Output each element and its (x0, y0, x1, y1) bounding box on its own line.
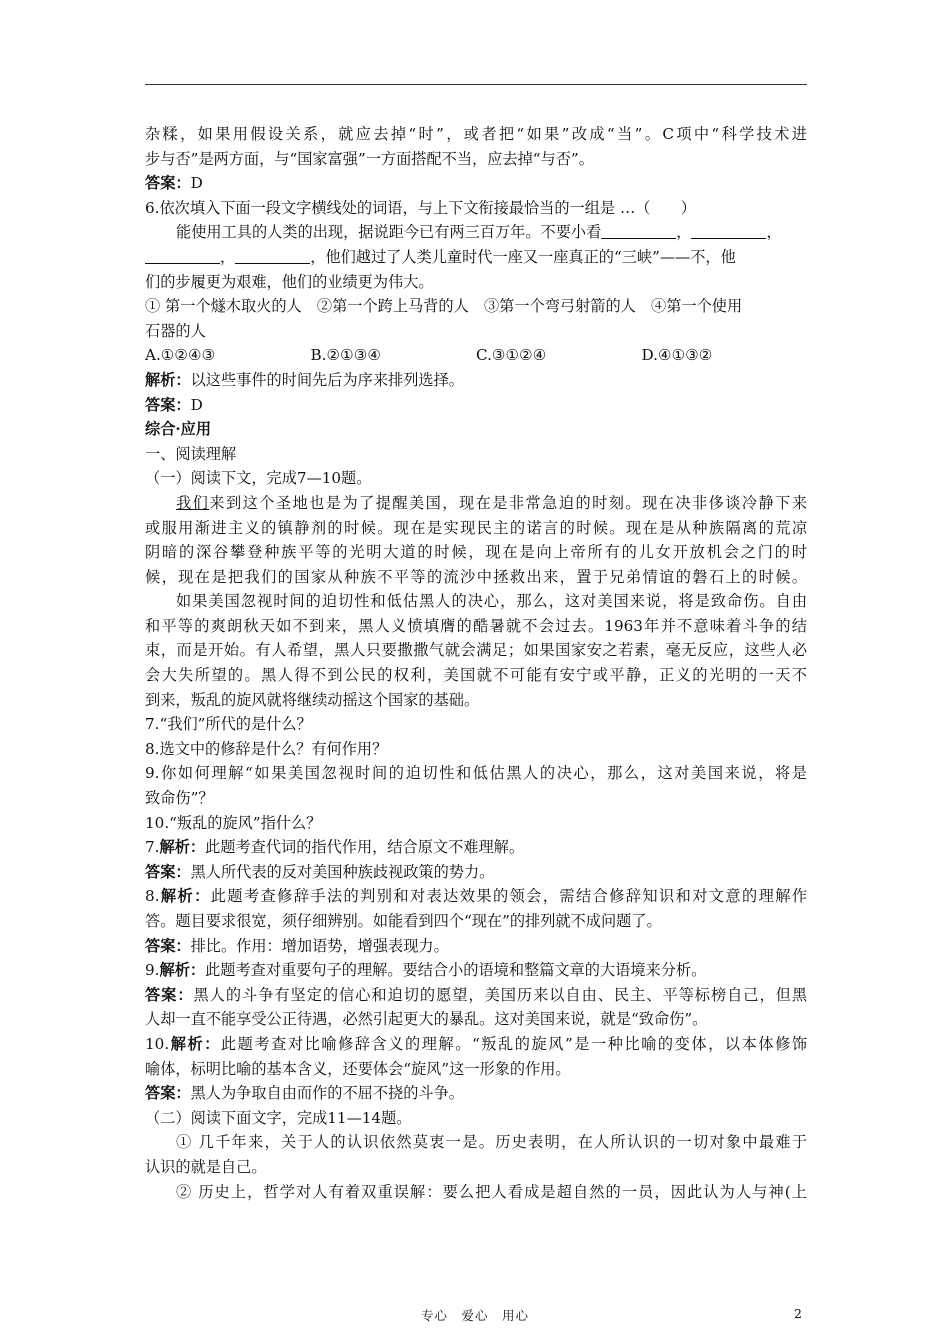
passage-text: ，他们越过了人类儿童时代一座又一座真正的“三峡”——不，他 (310, 247, 736, 266)
section-heading: 综合·应用 (145, 420, 212, 439)
analysis-label: 解析： (145, 370, 191, 389)
option-c: C.③①②④ (476, 346, 547, 365)
question-9: 致命伤”？ (145, 789, 214, 808)
passage-line: ② 历史上，哲学对人有着双重误解：要么把人看成是超自然的一员，因此认为人与神(上 (176, 1182, 807, 1201)
item-number: 10. (145, 1034, 170, 1053)
analysis-label: 解析： (159, 887, 211, 906)
underlined-word: 我们 (176, 493, 210, 512)
separator: ， (766, 223, 782, 242)
question-6-passage: 们的步履更为艰难，他们的业绩更为伟大。 (145, 272, 434, 291)
answer-value: D (190, 174, 203, 193)
separator: ， (220, 247, 236, 266)
question-6: 6.依次填入下面一段文字横线处的词语，与上下文衔接最恰当的一组是 …（ ） (145, 198, 696, 217)
question-7: 7.“我们”所代的是什么？ (145, 715, 312, 734)
passage-line: 候，现在是把我们的国家从种族不平等的流沙中拯救出来，置于兄弟情谊的磐石上的时候。 (145, 567, 807, 586)
item-number: 7. (145, 838, 160, 857)
passage-line: 到来，叛乱的旋风就将继续动摇这个国家的基础。 (145, 690, 480, 709)
answer-text: 排比。作用：增加语势，增强表现力。 (190, 936, 449, 955)
text-line: 步与否”是两方面，与“国家富强”一方面搭配不当，应去掉“与否”。 (145, 149, 594, 168)
footer-motto: 专心 爱心 用心 (420, 1308, 529, 1323)
answer-line (145, 934, 807, 959)
answer-label: 答案： (145, 174, 191, 193)
passage-line: 会大失所望的。黑人得不到公民的权利，美国就不可能有安宁或平静，正义的光明的一天不 (145, 666, 807, 685)
blank-1 (601, 222, 676, 239)
passage-line: 阴暗的深谷攀登种族平等的光明大道的时候，现在是向上帝所有的儿女开放机会之门的时 (145, 543, 807, 562)
question-10: 10.“叛乱的旋风”指什么？ (145, 813, 322, 832)
answer-line (145, 393, 807, 418)
analysis-text: 此题考查修辞手法的判别和对表达效果的领会，需结合修辞知识和对文意的理解作 (210, 887, 807, 906)
text-line: 杂糅，如果用假设关系，就应去掉“时”，或者把“如果”改成“当”。C项中“科学技术进 (145, 125, 807, 143)
answer-line (145, 860, 807, 885)
answer-value: D (190, 395, 203, 414)
answer-text: 黑人为争取自由而作的不屈不挠的斗争。 (190, 1084, 464, 1103)
passage-text: 能使用工具的人类的出现，据说距今已有两三百万年。不要小看 (176, 223, 602, 242)
answer-label: 答案： (145, 936, 191, 955)
part-heading: 一、阅读理解 (145, 444, 237, 463)
answer-line: 人却一直不能享受公正待遇，必然引起更大的暴乱。这对美国来说，就是“致命伤”。 (145, 1010, 708, 1029)
analysis-text: 以这些事件的时间先后为序来排列选择。 (190, 370, 464, 389)
answer-label: 答案： (145, 862, 191, 881)
header-rule (145, 84, 807, 85)
analysis-line (145, 1032, 807, 1057)
analysis-line: 喻体，标明比喻的基本含义，还要体会“旋风”这一形象的作用。 (145, 1059, 571, 1078)
answer-label: 答案： (145, 1084, 191, 1103)
answer-text: 黑人的斗争有坚定的信心和迫切的愿望，美国历来以自由、民主、平等标榜自己，但黑 (193, 985, 807, 1004)
option-b: B.②①③④ (310, 346, 381, 365)
analysis-line (145, 368, 807, 393)
reading-instruction: （一）阅读下文，完成7—10题。 (145, 469, 372, 488)
answer-line (145, 171, 807, 196)
analysis-label: 解析： (159, 838, 206, 857)
analysis-text: 此题考查代词的指代作用，结合原文不难理解。 (205, 838, 524, 857)
question-6-options (145, 343, 807, 368)
passage-line: 束，而是开始。有人希望，黑人只要撒撒气就会满足；如果国家安之若素，毫无反应，这些人必 (145, 641, 807, 660)
analysis-label: 解析： (159, 961, 206, 980)
item-number: 9. (145, 961, 160, 980)
blank-3 (145, 247, 220, 264)
passage-line: 或服用渐进主义的镇静剂的时候。现在是实现民主的诺言的时候。现在是从种族隔离的荒凉 (145, 518, 807, 537)
analysis-line (145, 884, 807, 909)
passage-line: ① 几千年来，关于人的认识依然莫衷一是。历史表明，在人所认识的一切对象中最难于 (176, 1133, 807, 1152)
passage-line: 如果美国忽视时间的迫切性和低估黑人的决心，那么，这对美国来说，将是致命伤。自由 (176, 592, 807, 611)
question-6-passage (145, 220, 807, 245)
item-number: 8. (145, 887, 160, 906)
passage-line: 认识的就是自己。 (145, 1157, 267, 1176)
analysis-text: 此题考查对比喻修辞含义的理解。“叛乱的旋风”是一种比喻的变体，以本体修饰 (220, 1034, 807, 1053)
reading-instruction: （二）阅读下面文字，完成11—14题。 (145, 1108, 412, 1127)
answer-label: 答案： (145, 395, 191, 414)
blank-2 (691, 222, 766, 239)
option-a: A.①②④③ (145, 346, 216, 365)
question-6-passage (145, 245, 807, 270)
analysis-line: 答。题目要求很宽，须仔细辨别。如能看到四个“现在”的排列就不成问题了。 (145, 912, 662, 930)
question-9: 9.你如何理解“如果美国忽视时间的迫切性和低估黑人的决心，那么，这对美国来说，将是 (145, 764, 807, 783)
answer-line (145, 1081, 807, 1106)
analysis-label: 解析： (169, 1034, 221, 1053)
passage-line (145, 491, 807, 516)
passage-text: 来到这个圣地也是为了提醒美国，现在是非常急迫的时刻。现在决非侈谈冷静下来 (209, 493, 807, 512)
answer-label: 答案： (145, 985, 194, 1004)
answer-text: 黑人所代表的反对美国种族歧视政策的势力。 (190, 862, 495, 881)
analysis-line (145, 958, 807, 983)
analysis-text: 此题考查对重要句子的理解。要结合小的语境和整篇文章的大语境来分析。 (205, 961, 707, 980)
question-6-items: ① 第一个燧木取火的人 ②第一个跨上马背的人 ③第一个弯弓射箭的人 ④第一个使用 (145, 297, 743, 316)
blank-4 (235, 247, 310, 264)
question-6-items: 石器的人 (145, 321, 206, 340)
analysis-line (145, 835, 807, 860)
answer-line (145, 983, 807, 1008)
page-number: 2 (794, 1306, 802, 1321)
question-8: 8.选文中的修辞是什么？有何作用？ (145, 739, 388, 758)
option-d: D.④①③② (641, 346, 713, 365)
passage-line: 和平等的爽朗秋天如不到来，黑人义愤填膺的酷暑就不会过去。1963年并不意味着斗争的结 (145, 616, 807, 635)
page-body (145, 122, 807, 1204)
separator: ， (676, 223, 692, 242)
